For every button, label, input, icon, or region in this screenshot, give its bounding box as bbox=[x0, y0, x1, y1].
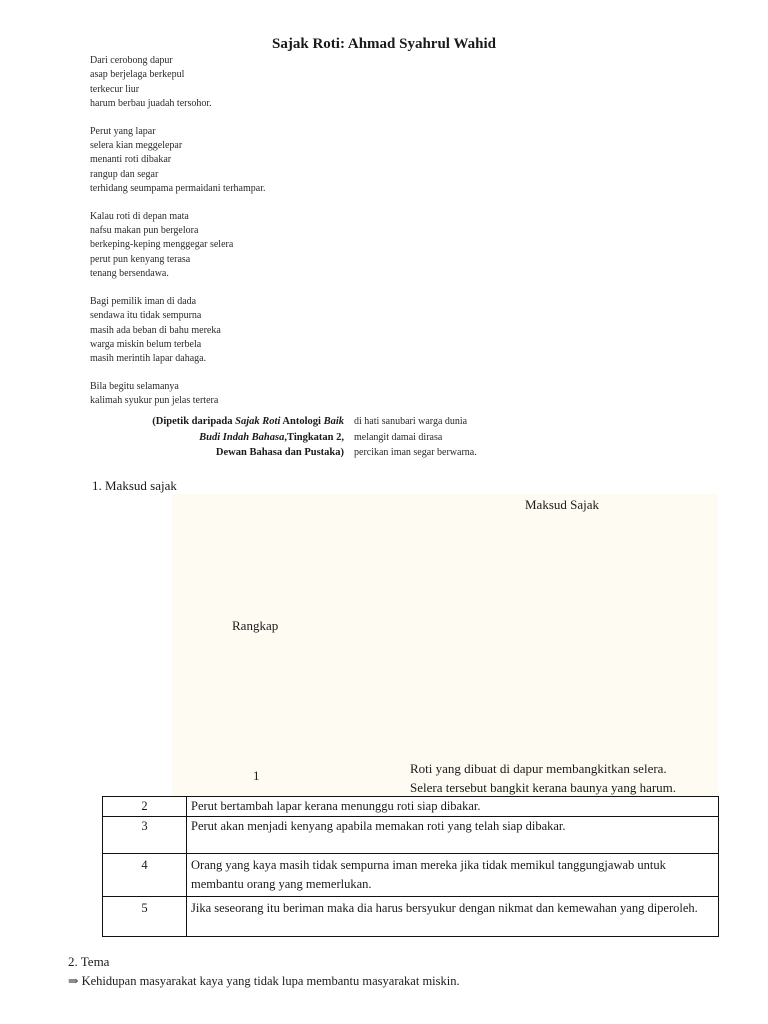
poem-line: percikan iman segar berwarna. bbox=[354, 447, 477, 458]
poem-line: harum berbau juadah tersohor. bbox=[90, 98, 212, 110]
poem-line: perut pun kenyang terasa bbox=[90, 253, 191, 265]
poem-line: kalimah syukur pun jelas tertera bbox=[90, 395, 219, 407]
poem-line: Kalau roti di depan mata bbox=[90, 210, 189, 222]
poem-stanza-2 bbox=[90, 125, 370, 197]
poem-line: masih ada beban di bahu mereka bbox=[90, 324, 221, 336]
poem-line: terhidang seumpama permaidani terhampar. bbox=[90, 183, 266, 195]
citation-baik: Baik bbox=[323, 416, 344, 427]
poem-line: Dari cerobong dapur bbox=[90, 55, 173, 66]
citation-budi: Budi Indah Bahasa bbox=[199, 431, 285, 443]
poem-stanza-5 bbox=[90, 380, 370, 409]
table-row bbox=[103, 797, 719, 817]
meaning-line: Selera tersebut bangkit kerana baunya yang harum. bbox=[410, 780, 677, 795]
tema-answer: ⇒ Kehidupan masyarakat kaya yang tidak lupa membantu masyarakat miskin. bbox=[68, 974, 460, 988]
table-row bbox=[103, 817, 719, 854]
poem-line: masih merintih lapar dahaga. bbox=[90, 353, 207, 365]
rangkap-number: 2 bbox=[103, 797, 187, 817]
poem-line: warga miskin belum terbela bbox=[90, 338, 202, 350]
poem bbox=[90, 54, 370, 422]
poem-line: berkeping-keping menggegar selera bbox=[90, 239, 234, 251]
rangkap-meaning: Perut bertambah lapar kerana menunggu roti siap dibakar. bbox=[187, 797, 719, 817]
poem-line: melangit damai dirasa bbox=[354, 431, 443, 443]
rangkap-meaning: Perut akan menjadi kenyang apabila memakan roti yang telah siap dibakar. bbox=[187, 817, 719, 854]
citation-publisher: Dewan Bahasa dan Pustaka) bbox=[215, 447, 344, 458]
poem-line: nafsu makan pun bergelora bbox=[90, 225, 199, 237]
poem-citation bbox=[84, 414, 344, 461]
citation-antologi: Antologi bbox=[280, 416, 324, 427]
poem-line: terkecur liur bbox=[90, 83, 140, 95]
poem-stanza-5-continuation bbox=[354, 414, 477, 461]
citation-work: Sajak Roti bbox=[235, 416, 281, 427]
poem-stanza-4 bbox=[90, 295, 370, 367]
rangkap-meaning: Jika seseorang itu beriman maka dia harus bersyukur dengan nikmat dan kemewahan yang diperoleh. bbox=[187, 897, 719, 937]
poem-line: sendawa itu tidak sempurna bbox=[90, 310, 202, 322]
rangkap-1-meaning bbox=[410, 759, 676, 797]
poem-line: selera kian meggelepar bbox=[90, 140, 183, 152]
poem-stanza-1 bbox=[90, 54, 370, 112]
poem-line: tenang bersendawa. bbox=[90, 268, 169, 280]
question-1-heading: 1. Maksud sajak bbox=[92, 478, 177, 493]
citation-prefix: (Dipetik daripada bbox=[152, 416, 236, 427]
poem-line: rangup dan segar bbox=[90, 168, 159, 180]
rangkap-number: 4 bbox=[103, 854, 187, 897]
meaning-line: Roti yang dibuat di dapur membangkitkan selera. bbox=[410, 761, 667, 776]
poem-line: Perut yang lapar bbox=[90, 125, 156, 137]
poem-line: di hati sanubari warga dunia bbox=[354, 416, 468, 427]
question-2-heading: 2. Tema bbox=[68, 954, 110, 969]
rangkap-header: Rangkap bbox=[232, 618, 279, 633]
poem-line: menanti roti dibakar bbox=[90, 154, 172, 166]
poem-stanza-3 bbox=[90, 210, 370, 282]
rangkap-number: 3 bbox=[103, 817, 187, 854]
page-title: Sajak Roti: Ahmad Syahrul Wahid bbox=[272, 36, 496, 52]
rangkap-1-number: 1 bbox=[253, 768, 260, 783]
citation-tingkatan: ,Tingkatan 2, bbox=[284, 431, 344, 443]
maksud-box-title: Maksud Sajak bbox=[525, 497, 600, 512]
poem-line: Bila begitu selamanya bbox=[90, 380, 179, 392]
table-row bbox=[103, 897, 719, 937]
table-row bbox=[103, 854, 719, 897]
poem-line: Bagi pemilik iman di dada bbox=[90, 295, 197, 307]
rangkap-meaning: Orang yang kaya masih tidak sempurna iman mereka jika tidak memikul tanggungjawab untuk membantu orang yang memerlukan. bbox=[187, 854, 719, 897]
maksud-box bbox=[172, 494, 718, 796]
poem-line: asap berjelaga berkepul bbox=[90, 69, 185, 81]
rangkap-number: 5 bbox=[103, 897, 187, 937]
maksud-table bbox=[102, 796, 719, 937]
